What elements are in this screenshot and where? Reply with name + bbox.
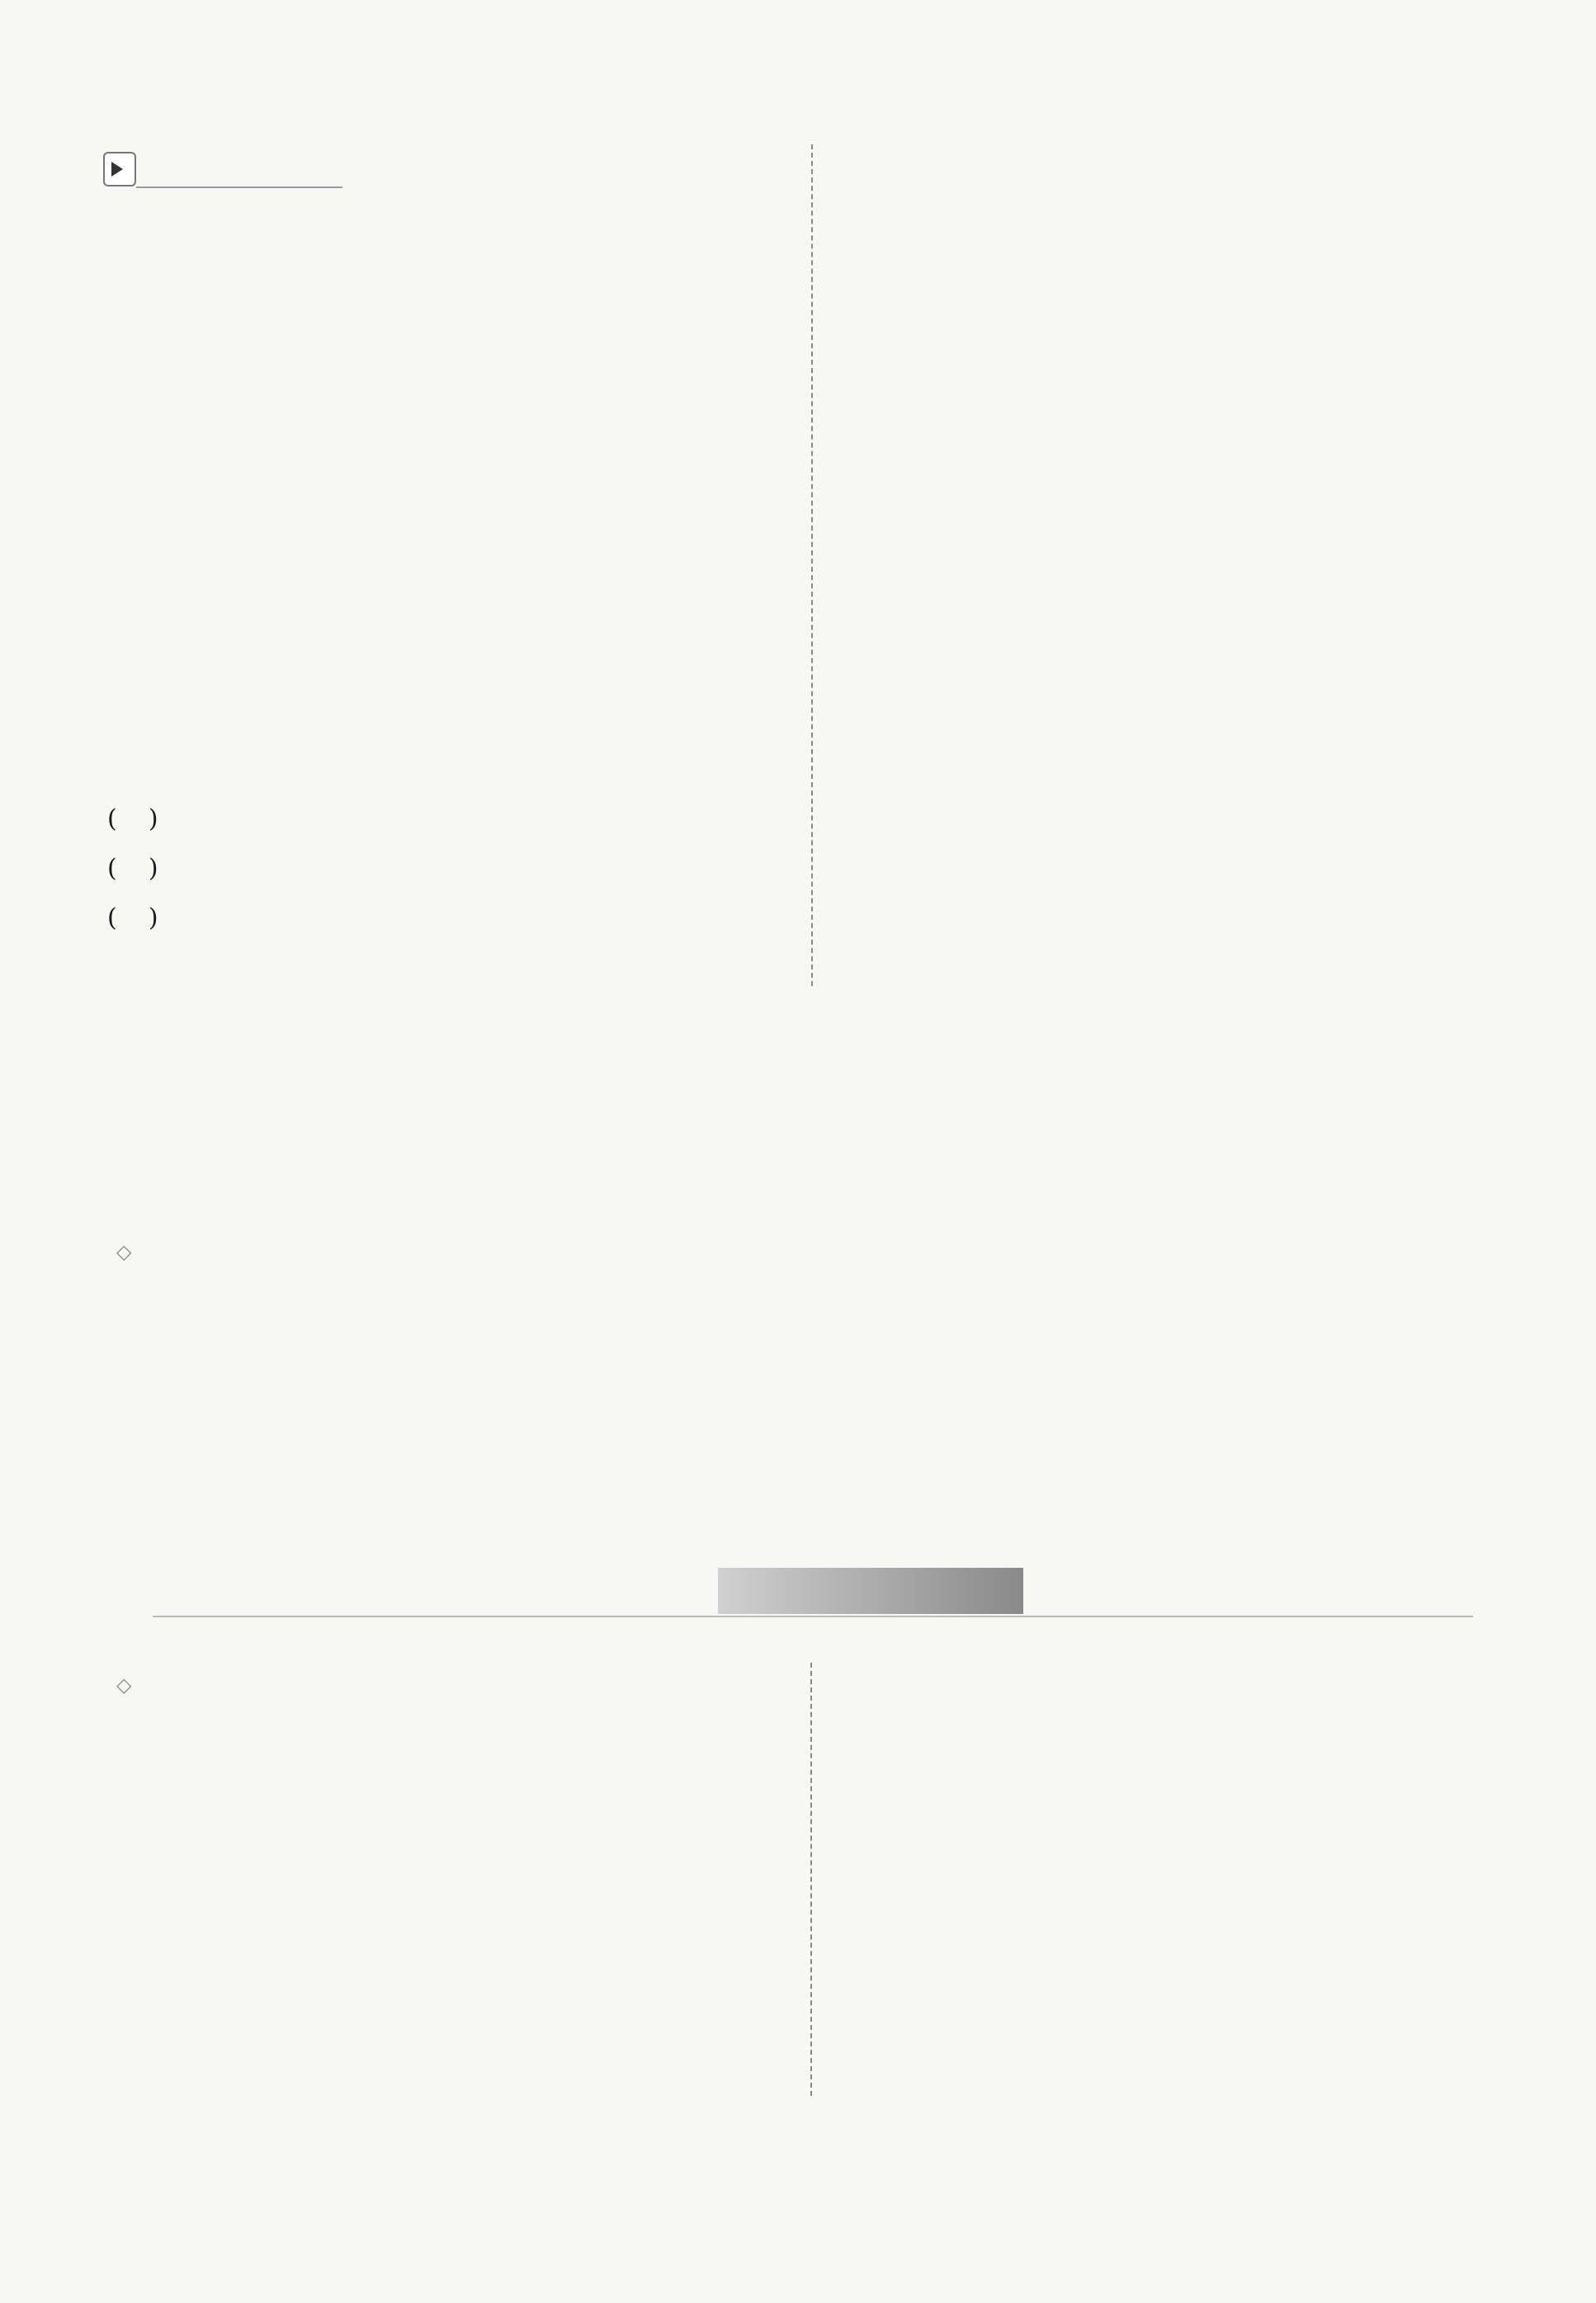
answer-slot: ( ) bbox=[107, 904, 158, 932]
banner-line bbox=[153, 1616, 1473, 1617]
column-divider-2 bbox=[810, 1663, 812, 2096]
arrow-icon bbox=[103, 152, 136, 186]
answer-slot: ( ) bbox=[107, 854, 158, 883]
answer-slot: ( ) bbox=[107, 805, 158, 833]
goals-title bbox=[111, 1234, 131, 1265]
diamond-icon: ◇ bbox=[116, 1240, 132, 1263]
column-divider bbox=[811, 144, 813, 986]
question-12 bbox=[107, 844, 602, 894]
question-11 bbox=[107, 795, 602, 844]
intro-title bbox=[111, 1667, 131, 1698]
section-header bbox=[103, 147, 342, 190]
diamond-icon: ◇ bbox=[116, 1673, 132, 1697]
question-13-cont bbox=[224, 943, 495, 993]
banner bbox=[718, 1568, 1023, 1614]
question-13 bbox=[107, 894, 464, 943]
